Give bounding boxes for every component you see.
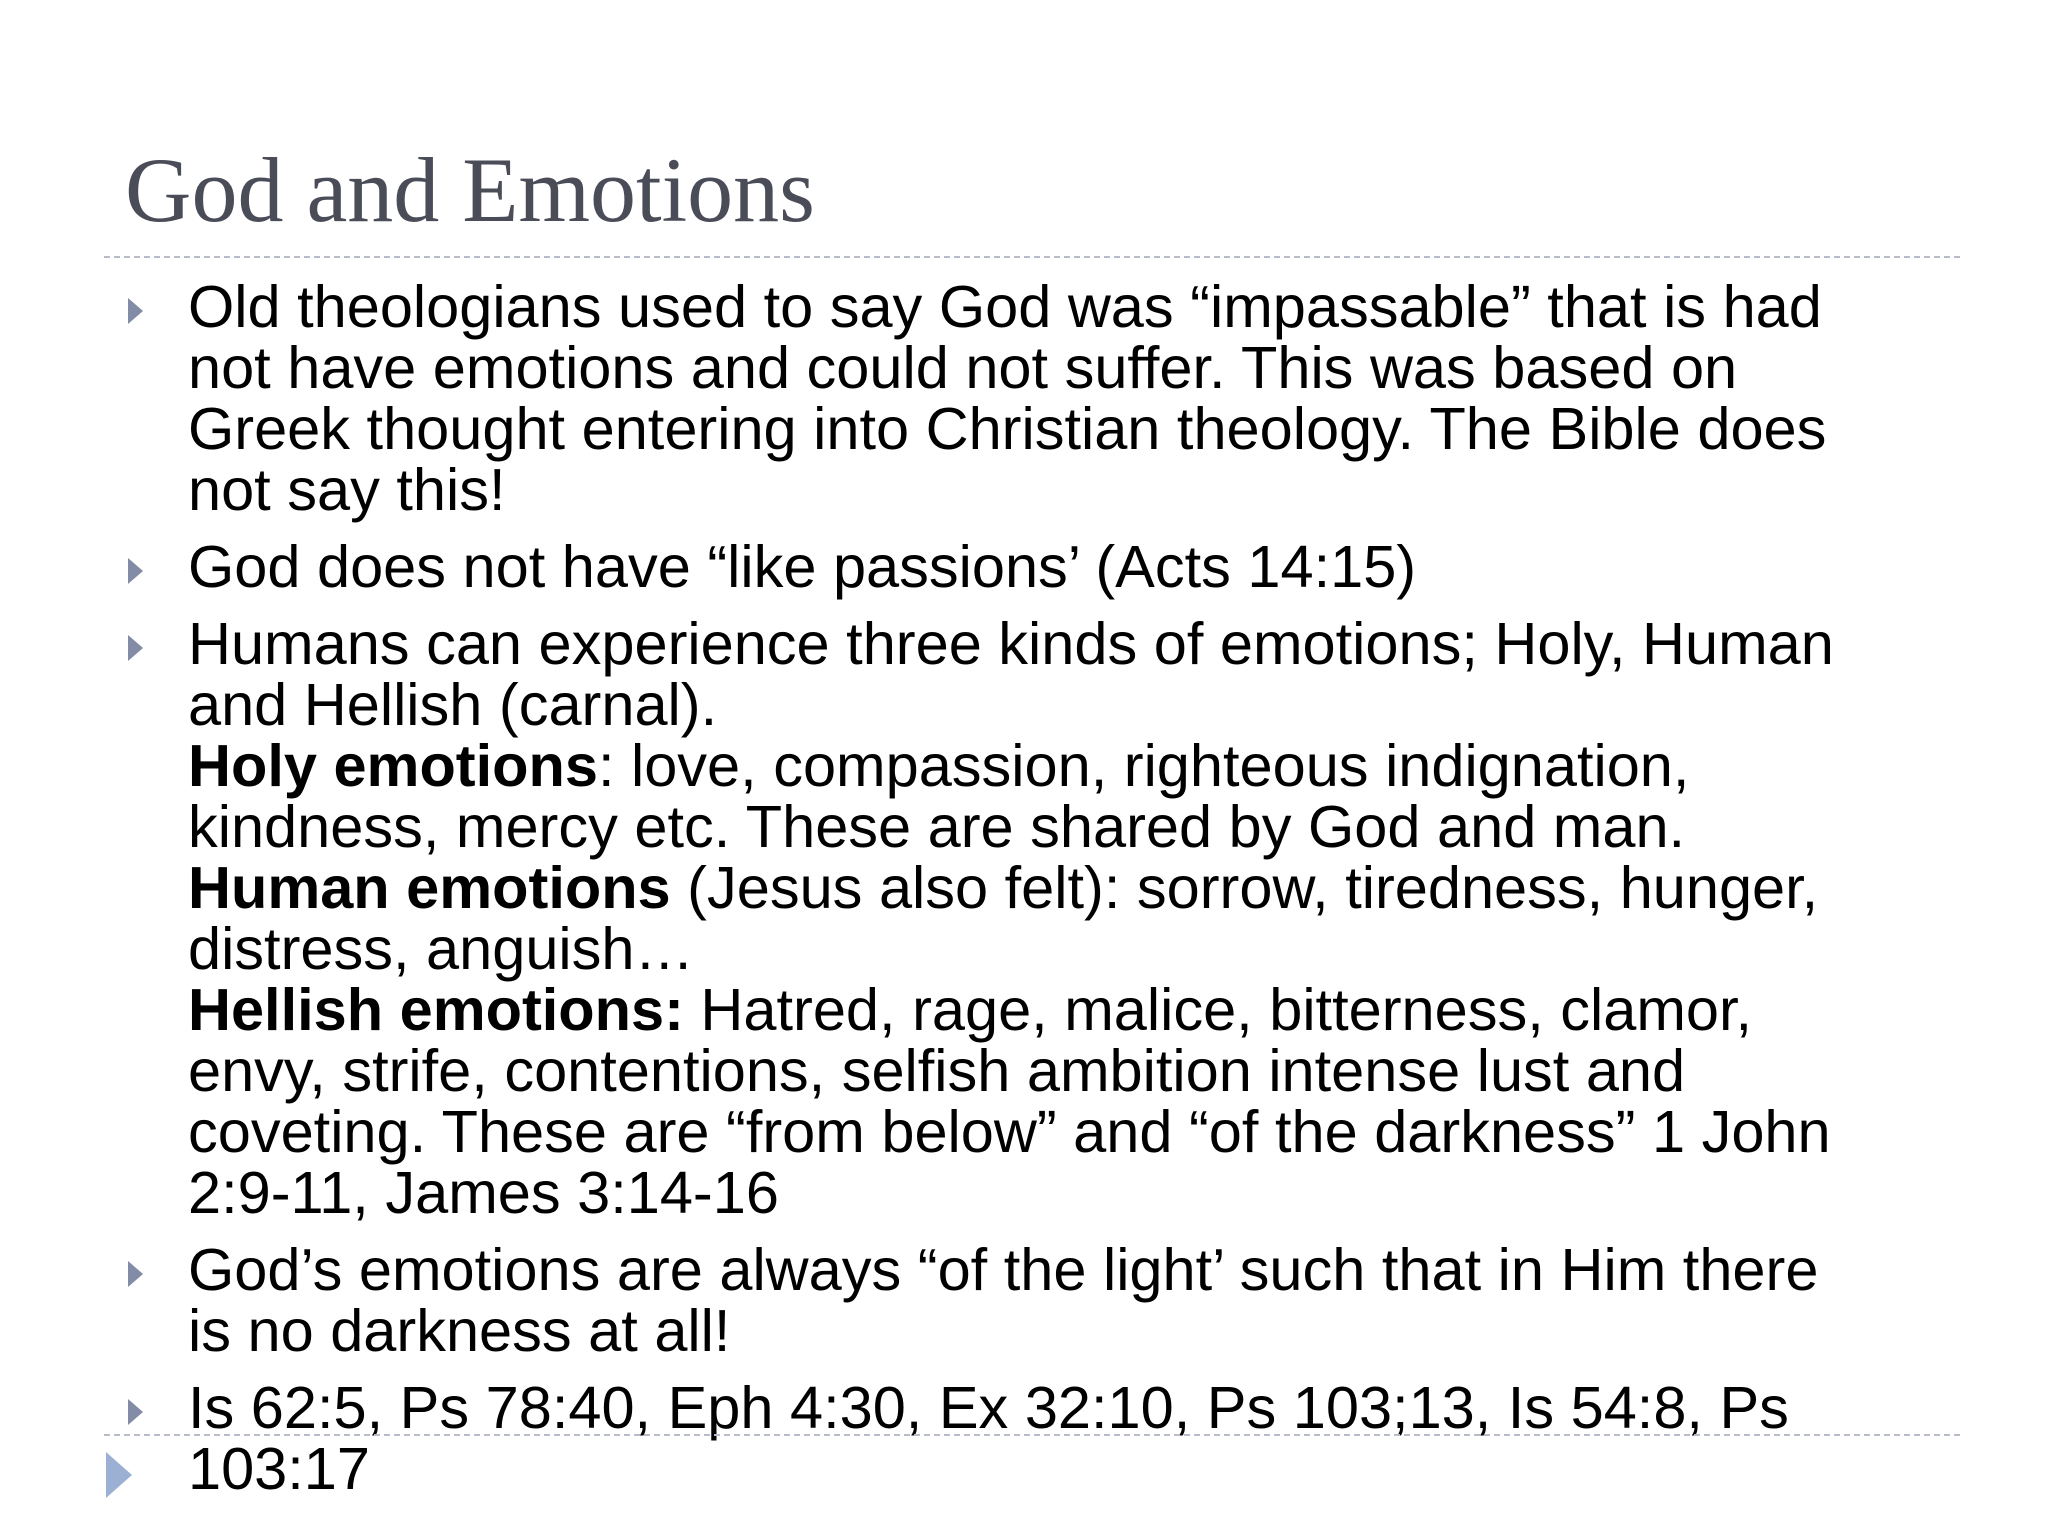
- bullet-line: and Hellish (carnal).: [188, 671, 718, 738]
- hellish-emotions-label: Hellish emotions:: [188, 976, 684, 1043]
- triangle-bullet-icon: [128, 1261, 143, 1287]
- bullet-item-three-kinds: [0, 610, 2048, 1226]
- human-emotions-label: Human emotions: [188, 854, 671, 921]
- bullet-item-impassable: [0, 273, 2048, 523]
- bullet-line: is no darkness at all!: [188, 1297, 731, 1364]
- holy-emotions-line: [188, 732, 2008, 799]
- bullet-list: [0, 273, 2048, 1515]
- human-emotions-text: (Jesus also felt): sorrow, tiredness, hunger,: [670, 854, 1819, 921]
- bullet-line: coveting. These are “from below” and “of the darkness” 1 John: [188, 1098, 1831, 1165]
- triangle-bullet-icon: [128, 298, 143, 324]
- bullet-line: envy, strife, contentions, selfish ambition intense lust and: [188, 1037, 1686, 1104]
- bullet-line: distress, anguish…: [188, 915, 694, 982]
- footer-divider: [104, 1434, 1960, 1436]
- triangle-bullet-icon: [128, 1399, 143, 1425]
- hellish-emotions-text: Hatred, rage, malice, bitterness, clamor,: [683, 976, 1753, 1043]
- triangle-bullet-icon: [128, 558, 143, 584]
- bullet-item-like-passions: [0, 533, 2048, 600]
- bullet-item-references: [0, 1374, 2048, 1502]
- slide-title: God and Emotions: [125, 139, 815, 241]
- bullet-line: 2:9-11, James 3:14-16: [188, 1159, 779, 1226]
- bullet-line: God’s emotions are always “of the light’ such that in Him there: [188, 1236, 1819, 1303]
- hellish-emotions-line: [188, 976, 2008, 1043]
- bullet-line: God does not have “like passions’ (Acts 14:15): [188, 533, 1417, 600]
- bullet-line: Old theologians used to say God was “impassable” that is had: [188, 273, 1822, 340]
- triangle-footer-icon: [106, 1452, 132, 1498]
- bullet-line: Greek thought entering into Christian theology. The Bible does: [188, 395, 1827, 462]
- holy-emotions-label: Holy emotions: [188, 732, 598, 799]
- bullet-line: 103:17: [188, 1435, 370, 1502]
- bullet-line: not say this!: [188, 456, 506, 523]
- human-emotions-line: [188, 854, 2008, 921]
- bullet-line: Is 62:5, Ps 78:40, Eph 4:30, Ex 32:10, Ps 103;13, Is 54:8, Ps: [188, 1374, 1789, 1441]
- bullet-line: not have emotions and could not suffer. This was based on: [188, 334, 1738, 401]
- holy-emotions-text: : love, compassion, righteous indignation,: [597, 732, 1690, 799]
- bullet-line: kindness, mercy etc. These are shared by God and man.: [188, 793, 1686, 860]
- bullet-line: Humans can experience three kinds of emotions; Holy, Human: [188, 610, 1834, 677]
- triangle-bullet-icon: [128, 635, 143, 661]
- title-divider: [104, 256, 1960, 258]
- bullet-item-gods-emotions: [0, 1236, 2048, 1364]
